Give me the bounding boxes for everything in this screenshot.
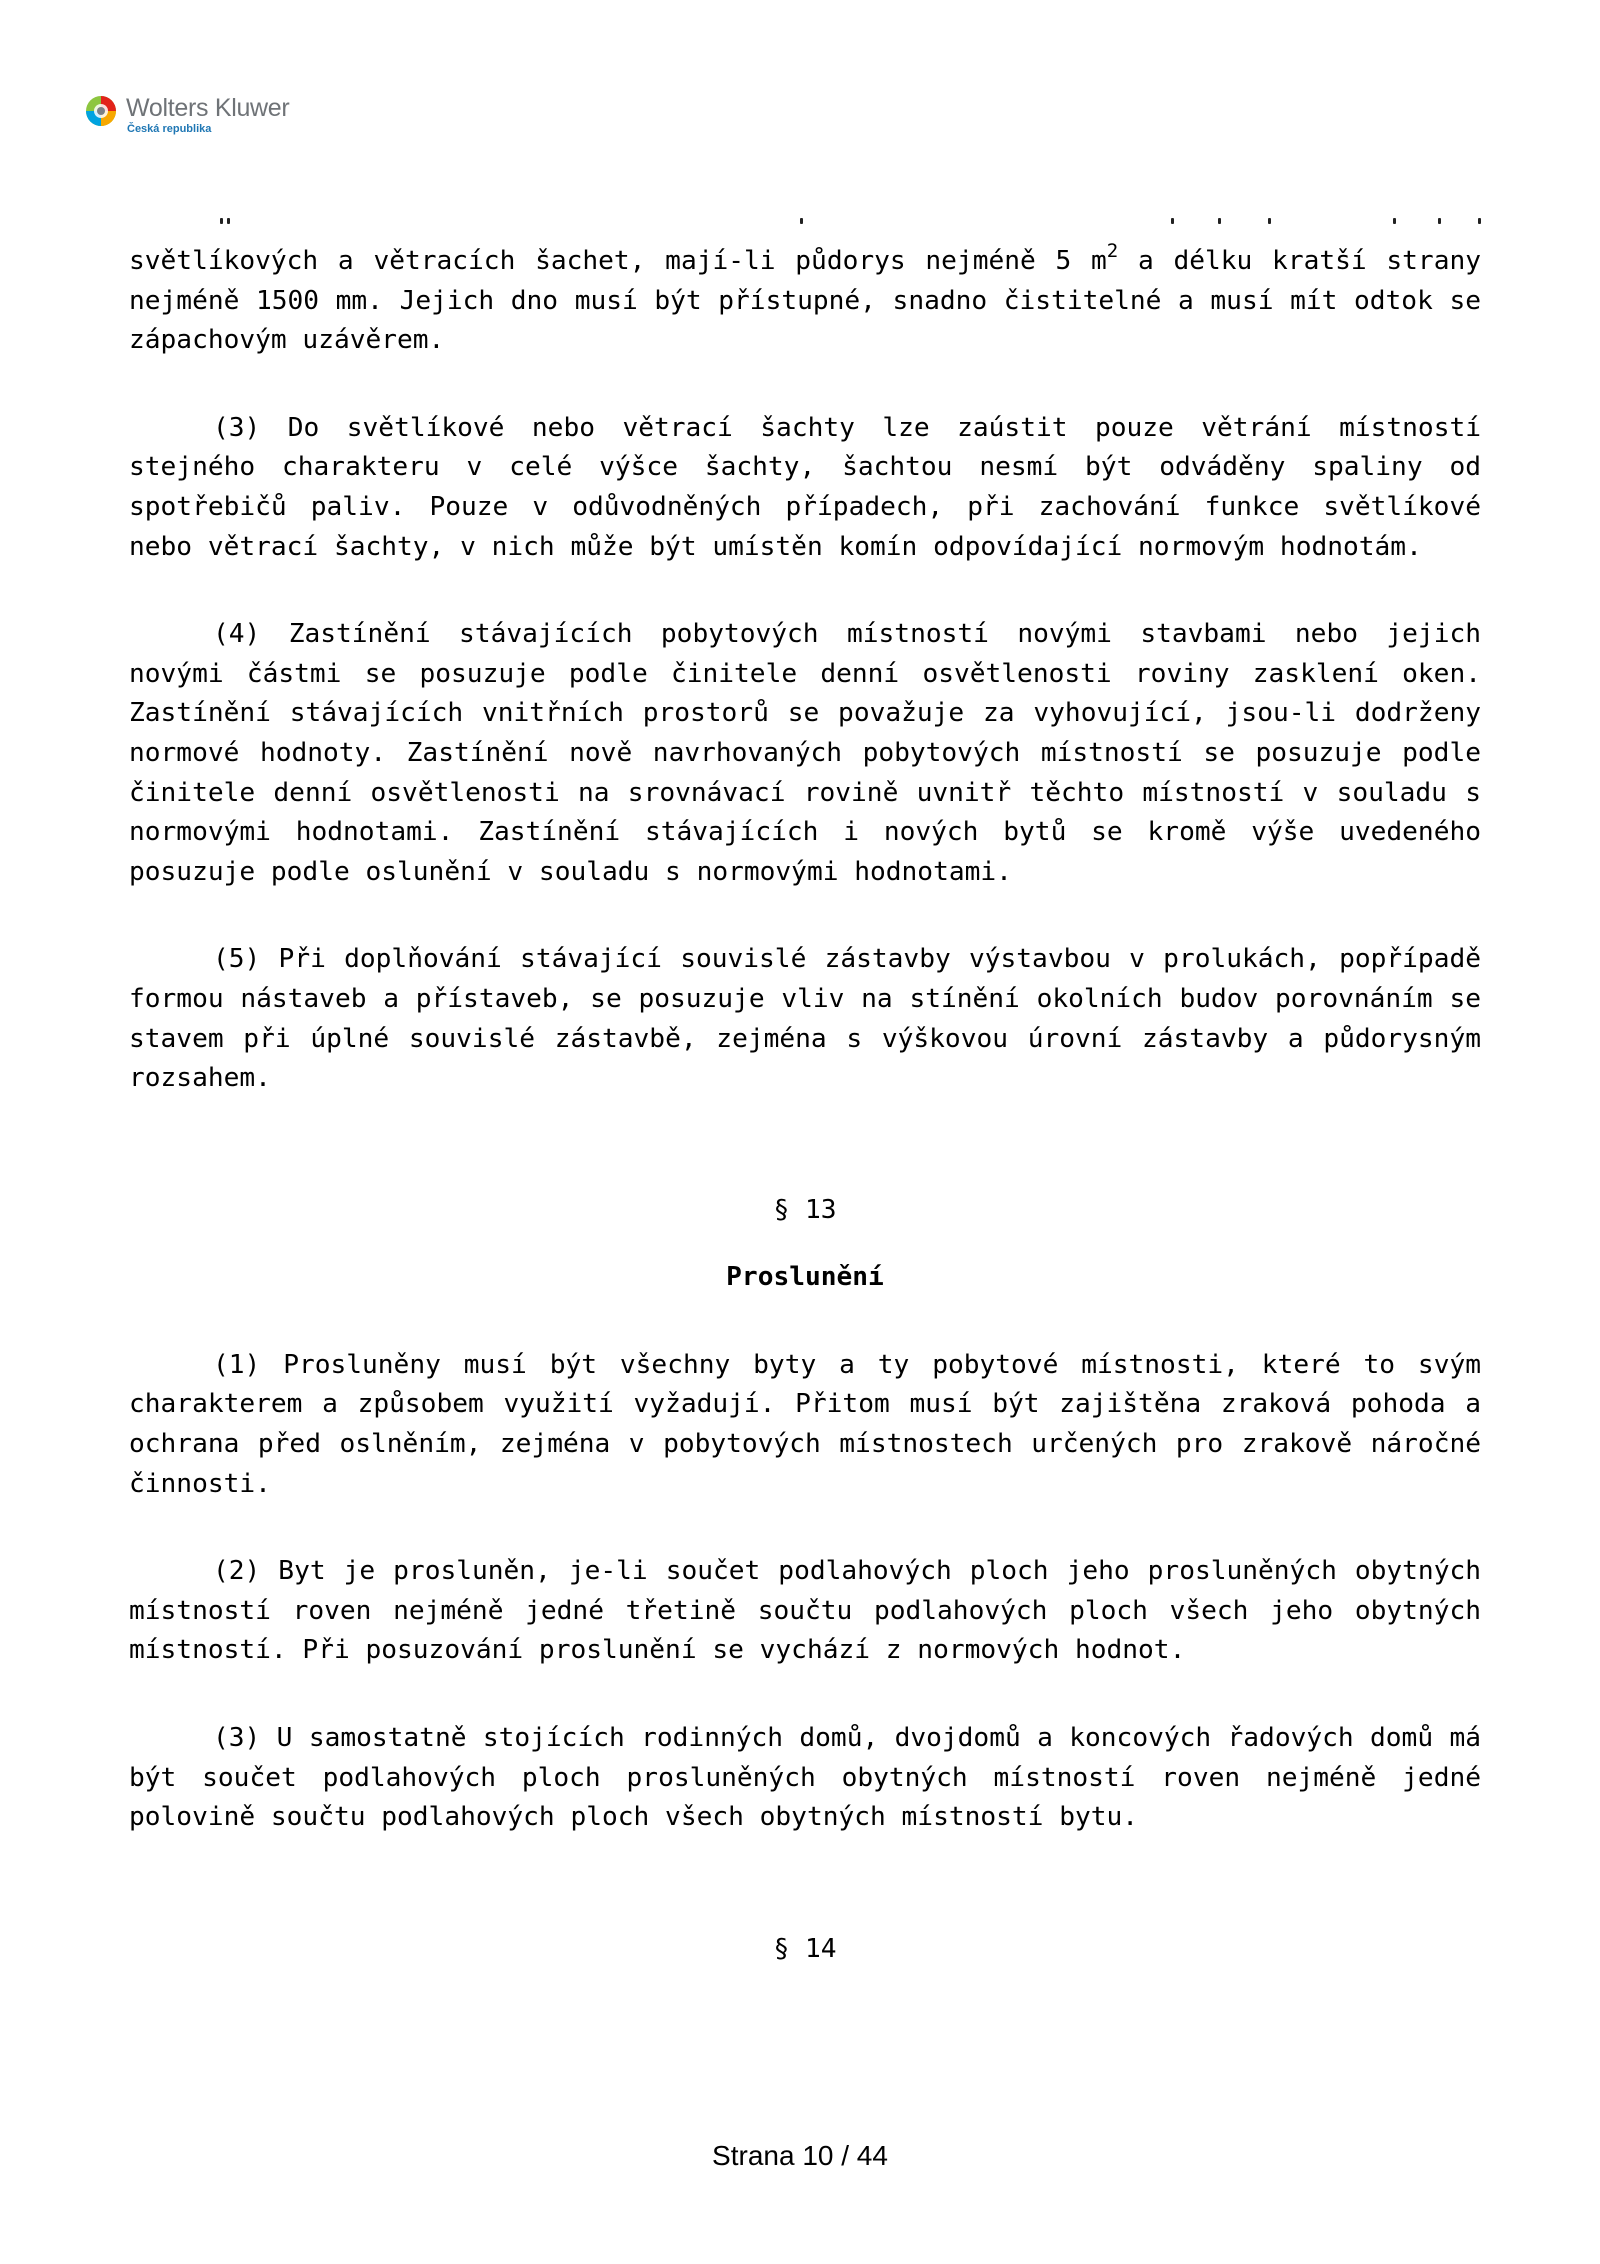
page-number-footer: Strana 10 / 44: [712, 2140, 888, 2171]
brand-logo: [84, 92, 344, 140]
paragraph-2-continued: [129, 242, 1481, 361]
brand-name: Wolters Kluwer: [126, 94, 290, 122]
paragraph-3: (3) Do světlíkové nebo větrací šachty lze zaústit pouze větrání místností stejného charakteru v celé výšce šachty, šachtou nesmí být odváděny spaliny od spotřebičů paliv. Pouze v odůvodněných případech, při zachování funkce světlíkové nebo větrací šachty, v nich může být umístěn komín odpovídající normovým hodnotám.: [129, 412, 1481, 562]
section-14-number: § 14: [773, 1933, 837, 1964]
paragraph-text: a délku kratší strany nejméně 1500 mm. Jejich dno musí být přístupné, snadno čistitelné a musí mít odtok se zápachovým uzávěrem.: [129, 246, 1481, 356]
section-13-number: § 13: [773, 1194, 837, 1225]
paragraph-text: světlíkových a větracích šachet, mají-li půdorys nejméně 5 m: [129, 246, 1107, 276]
clipped-previous-line: [128, 218, 1488, 230]
document-body: [129, 242, 1481, 1969]
brand-subtitle: Česká republika: [127, 123, 212, 135]
section-13-paragraph-3: (3) U samostatně stojících rodinných domů, dvojdomů a koncových řadových domů má být součet podlahových ploch prosluněných obytných místností roven nejméně jedné polovině součtu podlahových ploch všech obytných místností bytu.: [129, 1723, 1481, 1833]
section-13-paragraph-2: (2) Byt je prosluněn, je-li součet podlahových ploch jeho prosluněných obytných místností roven nejméně jedné třetině součtu podlahových ploch všech jeho obytných místností. Při posuzování proslunění se vychází z normových hodnot.: [129, 1556, 1481, 1666]
superscript: 2: [1106, 240, 1119, 263]
paragraph-4: (4) Zastínění stávajících pobytových místností novými stavbami nebo jejich novými částmi se posuzuje podle činitele denní osvětlenosti roviny zasklení oken. Zastínění stávajících vnitřních prostorů se považuje za vyhovující, jsou-li dodrženy normové hodnoty. Zastínění nově navrhovaných pobytových místností se posuzuje podle činitele denní osvětlenosti na srovnávací rovině uvnitř těchto místností v souladu s normovými hodnotami. Zastínění stávajících i nových bytů se kromě výše uvedeného posuzuje podle oslunění v souladu s normovými hodnotami.: [129, 619, 1481, 887]
paragraph-5: (5) Při doplňování stávající souvislé zástavby výstavbou v prolukách, popřípadě formou nástaveb a přístaveb, se posuzuje vliv na stínění okolních budov porovnáním se stavem při úplné souvislé zástavbě, zejména s výškovou úrovní zástavby a půdorysným rozsahem.: [129, 944, 1481, 1094]
section-13-paragraph-1: (1) Prosluněny musí být všechny byty a ty pobytové místnosti, které to svým charakterem a způsobem využití vyžadují. Přitom musí být zajištěna zraková pohoda a ochrana před oslněním, zejména v pobytových místnostech určených pro zrakově náročné činnosti.: [129, 1349, 1481, 1499]
section-13-title: Proslunění: [726, 1262, 884, 1293]
wolters-kluwer-logo-icon: [84, 94, 118, 128]
